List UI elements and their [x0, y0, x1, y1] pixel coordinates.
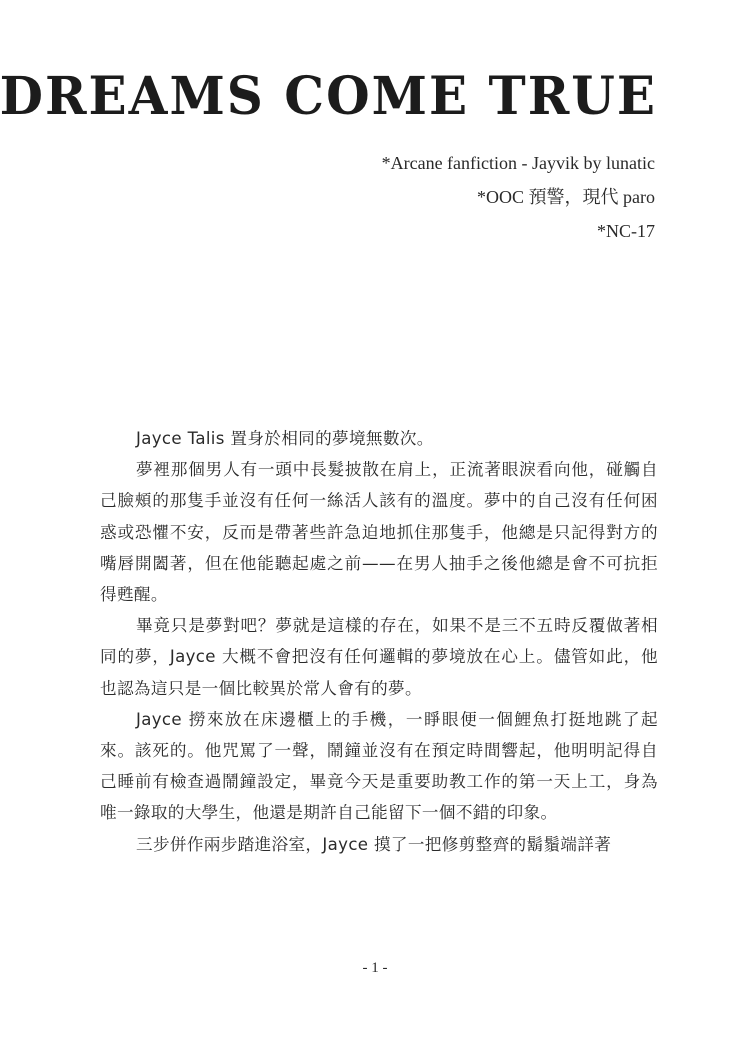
paragraph: 三步併作兩步踏進浴室，Jayce 摸了一把修剪整齊的鬍鬚端詳著	[136, 834, 612, 854]
paragraph: 畢竟只是夢對吧？夢就是這樣的存在，如果不是三不五時反覆做著相同的夢，Jayce 大概不會把沒有任何邏輯的夢境放在心上。儘管如此，他也認為這只是一個比較異於常人會有的夢。	[100, 616, 658, 698]
meta-line-rating: *NC-17	[597, 221, 655, 241]
paragraph: Jayce 撈來放在床邊櫃上的手機，一睜眼便一個鯉魚打挺地跳了起來。該死的。他咒罵了一聲，鬧鐘並沒有在預定時間響起，他明明記得自己睡前有檢查過鬧鐘設定，畢竟今天是重要助教工作的第一天上工，身為唯一錄取的大學生，他還是期許自己能留下一個不錯的印象。	[100, 709, 658, 823]
story-meta	[382, 146, 655, 248]
page-number: - 1 -	[362, 960, 388, 976]
paragraph: 夢裡那個男人有一頭中長髮披散在肩上，正流著眼淚看向他，碰觸自己臉頰的那隻手並沒有任何一絲活人該有的溫度。夢中的自己沒有任何困惑或恐懼不安，反而是帶著些許急迫地抓住那隻手，他總是只記得對方的嘴唇開闔著，但在他能聽起處之前——在男人抽手之後他總是會不可抗拒得甦醒。	[100, 460, 658, 605]
meta-line-fandom: *Arcane fanfiction - Jayvik by lunatic	[381, 153, 655, 173]
meta-line-warning: *OOC 預警，現代 paro	[477, 187, 655, 207]
story-body	[100, 423, 658, 860]
paragraph: Jayce Talis 置身於相同的夢境無數次。	[136, 429, 434, 448]
page-title: DREAMS COME TRUE	[0, 64, 657, 127]
